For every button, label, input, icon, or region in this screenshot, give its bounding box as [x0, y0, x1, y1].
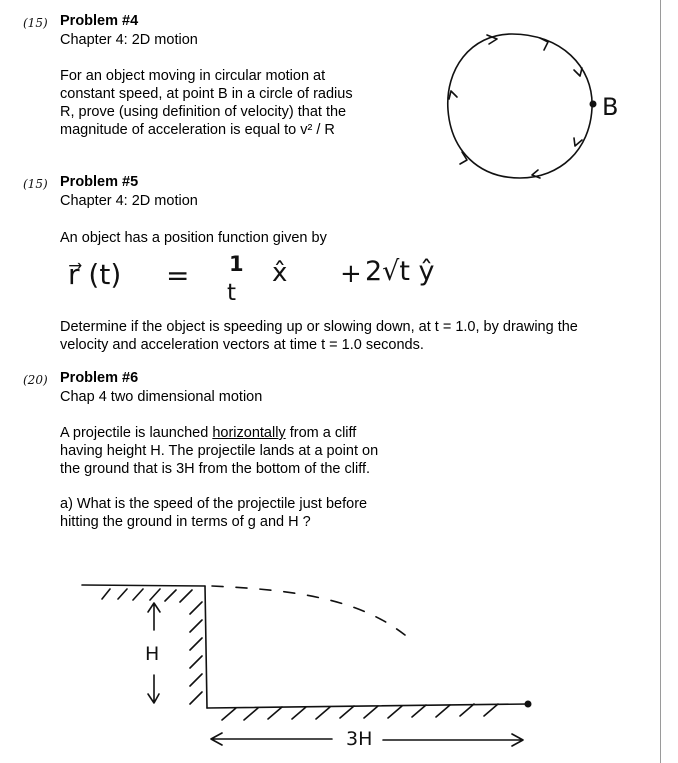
height-arrow-down [148, 675, 159, 703]
cliff-top-hatching [102, 589, 192, 602]
distance-arrow-right [383, 734, 523, 746]
equation-second-term: 2√t ŷ [365, 256, 435, 287]
cliff-face [205, 586, 207, 708]
equation-lhs: r⃗ (t) [68, 258, 122, 291]
problem4-points: (15) [23, 16, 48, 30]
ground-surface [207, 704, 528, 708]
distance-arrow-left [211, 733, 332, 745]
problem6-line-1-start: A projectile is launched [60, 425, 213, 441]
problem5-chapter: Chapter 4: 2D motion [60, 193, 198, 209]
problem5-intro-text: An object has a position function given by [60, 230, 327, 246]
height-arrow-up [148, 603, 160, 630]
equation-plus: + [340, 259, 362, 289]
projectile-trajectory [212, 586, 405, 635]
circle-arrow-7 [449, 91, 457, 99]
circle-arrow-3 [574, 68, 582, 76]
problem5-line-2: velocity and acceleration vectors at time t = 1.0 seconds. [60, 337, 424, 353]
cliff-top-surface [82, 585, 205, 586]
problem4-line-3: R, prove (using definition of velocity) that the [60, 104, 347, 120]
point-b-label: B [602, 93, 619, 121]
landing-point-dot [525, 701, 532, 708]
circle-arrow-6 [460, 152, 467, 164]
equation-fraction-denominator: t [227, 280, 237, 306]
problem5-title: Problem #5 [60, 174, 139, 190]
equation-xhat: x̂ [272, 258, 288, 288]
problem6-line-3: the ground that is 3H from the bottom of the cliff. [60, 461, 371, 477]
problem5-points: (15) [23, 177, 48, 191]
problem4-title: Problem #4 [60, 13, 139, 29]
problem5-line-1: Determine if the object is speeding up or slowing down, at t = 1.0, by drawing the [60, 319, 578, 335]
equation-equals: = [166, 259, 190, 292]
point-b-dot [590, 101, 597, 108]
problem4-line-2: constant speed, at point B in a circle of radius [60, 86, 353, 102]
problem4-chapter: Chapter 4: 2D motion [60, 32, 198, 48]
distance-label: 3H [346, 728, 373, 750]
problem6-chapter: Chap 4 two dimensional motion [60, 389, 263, 405]
cliff-height-label: H [145, 643, 160, 665]
cliff-face-hatching [190, 602, 202, 704]
problem6-line-1-end: from a cliff [285, 425, 357, 441]
problem6-underlined-word: horizontally [212, 425, 286, 441]
problem6-part-a-line-1: a) What is the speed of the projectile just before [60, 496, 368, 512]
problem6-title: Problem #6 [60, 370, 139, 386]
problem4-line-4: magnitude of acceleration is equal to v² / R [60, 122, 335, 138]
problem6-part-a-line-2: hitting the ground in terms of g and H ? [60, 514, 311, 530]
problem6-line-2: having height H. The projectile lands at a point on [60, 443, 379, 459]
circle-diagram [448, 34, 592, 178]
equation-fraction-numerator: 1 [229, 252, 244, 276]
problem6-points: (20) [23, 373, 48, 387]
problem4-line-1: For an object moving in circular motion at [60, 68, 326, 84]
